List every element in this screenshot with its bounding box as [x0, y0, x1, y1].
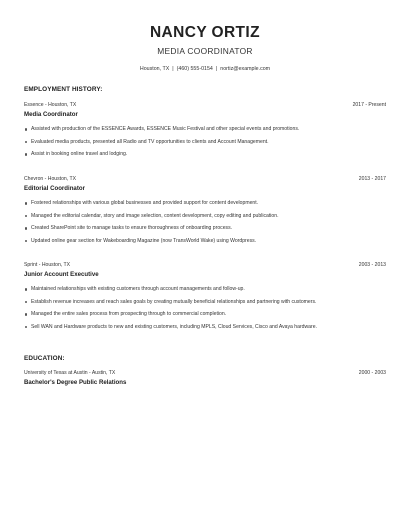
contact-separator: | — [172, 66, 174, 72]
contact-email[interactable]: nortiz@example.com — [220, 66, 271, 72]
job-bullet: Updated online gear section for Wakeboarding Magazine (now TransWorld Wake) using Wordpress. — [24, 238, 386, 245]
job-bullet: Fostered relationships with various global businesses and provided support for content development. — [24, 200, 386, 207]
job-entry — [24, 262, 386, 336]
job-dates: 2017 - Present — [352, 102, 386, 108]
job-entry — [24, 102, 386, 164]
education-heading: EDUCATION: — [24, 355, 65, 362]
company-location: Chevron - Houston, TX — [24, 176, 76, 182]
job-bullets — [24, 126, 386, 158]
contact-city: Houston, TX — [139, 66, 170, 72]
job-role: Junior Account Executive — [24, 271, 99, 278]
job-role: Editorial Coordinator — [24, 185, 85, 192]
contact-separator: | — [215, 66, 218, 72]
contact-phone: (460) 555-0154 — [176, 66, 213, 72]
contact-line — [24, 66, 386, 73]
job-entry — [24, 176, 386, 250]
job-meta-row — [24, 262, 386, 269]
candidate-name: NANCY ORTIZ — [149, 24, 261, 41]
resume-page — [24, 0, 386, 386]
company-location: Essence - Houston, TX — [24, 102, 77, 108]
job-bullet: Sell WAN and Hardware products to new and existing customers, including MPLS, Cloud Services, Cisco and Avaya hardware. — [24, 324, 386, 331]
education-dates: 2000 - 2003 — [358, 370, 386, 376]
job-meta-row — [24, 102, 386, 109]
job-bullet: Assisted with production of the ESSENCE Awards, ESSENCE Music Festival and other special events and promotions. — [24, 126, 386, 133]
degree: Bachelor's Degree Public Relations — [24, 379, 127, 386]
job-bullet: Managed the entire sales process from prospecting through to commercial completion. — [24, 311, 386, 318]
job-dates: 2003 - 2013 — [358, 262, 386, 268]
employment-section — [24, 86, 386, 94]
employment-heading: EMPLOYMENT HISTORY: — [24, 86, 103, 93]
job-title: MEDIA COORDINATOR — [157, 46, 253, 56]
job-bullet: Establish revenue increases and reach sales goals by creating mutually beneficial relationships and partnering with customers. — [24, 299, 386, 306]
education-entry — [24, 370, 386, 387]
job-bullet: Created SharePoint site to manage tasks to ensure thoroughness of onboarding process. — [24, 225, 386, 232]
job-dates: 2013 - 2017 — [358, 176, 386, 182]
job-bullet: Evaluated media products, presented all Radio and TV opportunities to clients and Account Management. — [24, 139, 386, 146]
job-bullet: Managed the editorial calendar, story and image selection, content development, copy editing and publication. — [24, 213, 386, 220]
company-location: Sprint - Houston, TX — [24, 262, 71, 268]
job-bullets — [24, 200, 386, 245]
job-meta-row — [24, 176, 386, 183]
job-bullet: Assist in booking online travel and lodging. — [24, 151, 386, 158]
job-bullets — [24, 286, 386, 331]
education-section — [24, 355, 386, 363]
job-role: Media Coordinator — [24, 111, 78, 118]
job-bullet: Maintained relationships with existing customers through account managements and follow-up. — [24, 286, 386, 293]
school-location: University of Texas at Austin - Austin, TX — [24, 370, 116, 376]
education-meta-row — [24, 370, 386, 377]
